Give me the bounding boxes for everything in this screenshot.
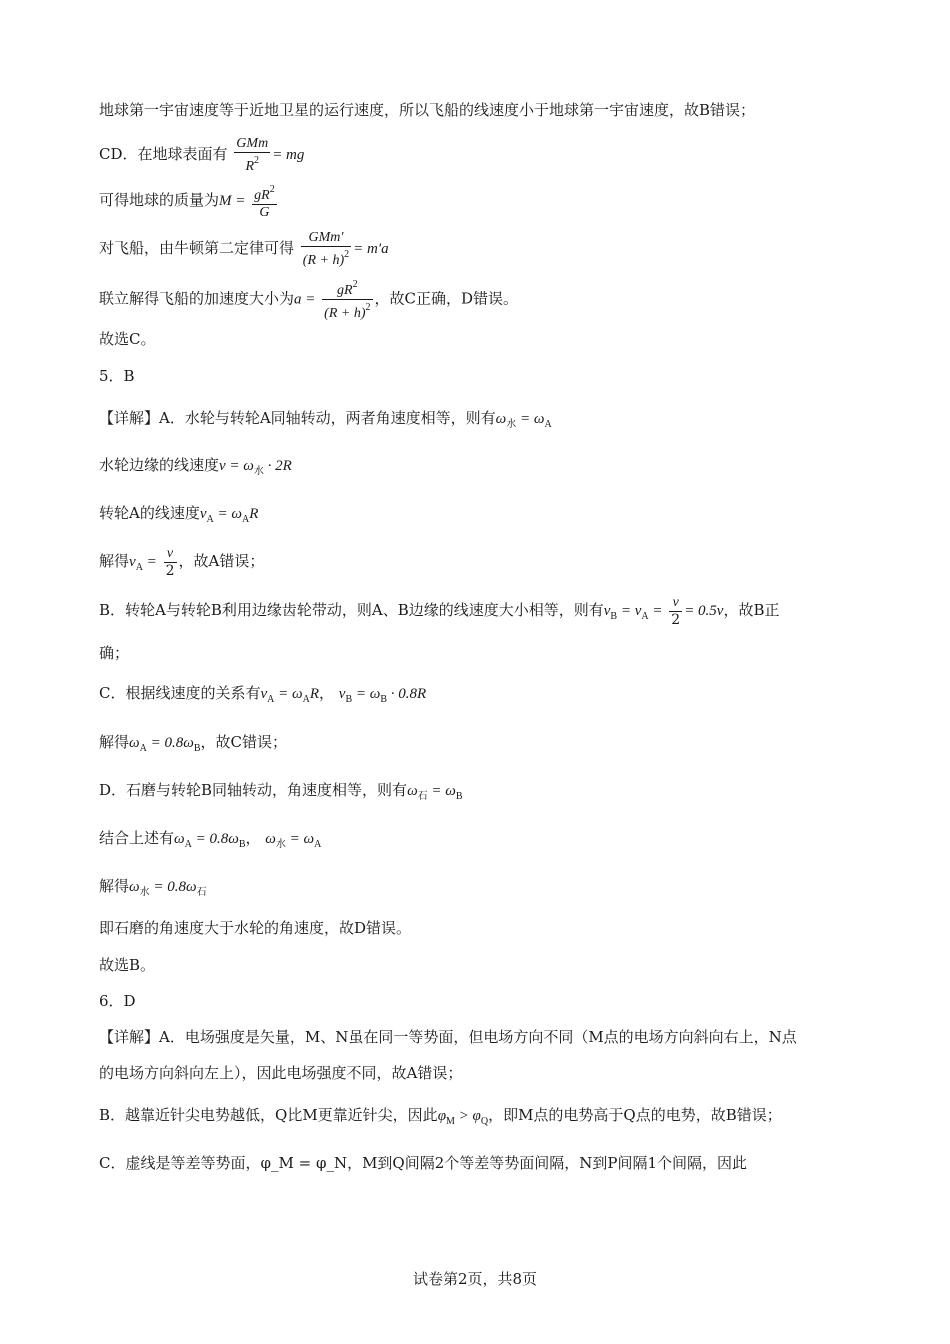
formula-fraction: $\frac{gR^2}{(R + h)^2}$ xyxy=(324,279,371,321)
text-line xyxy=(99,100,755,120)
line-text: 地球第一宇宙速度等于近地卫星的运行速度，所以飞船的线速度小于地球第一宇宙速度，故B错误； xyxy=(99,101,756,119)
text-line: 水轮边缘的线速度$v = \omega_水 \cdot 2R$ xyxy=(99,456,292,477)
line-text: C．虚线是等差等势面，φ_M = φ_N，M到Q间隔2个等差等势面间隔，N到P间隔1个间隔，因此 xyxy=(99,1154,748,1172)
line-text: 即石磨的角速度大于水轮的角速度，故D错误。 xyxy=(99,919,412,937)
text-line xyxy=(99,1153,747,1173)
line-text: 确； xyxy=(99,644,130,662)
formula-fraction: $\frac{gR^2}{G}$ xyxy=(254,183,275,220)
line-text: B．转轮A与转轮B利用边缘齿轮带动，则A、B边缘的线速度大小相等，则有 xyxy=(99,601,604,619)
line-text: 故选B。 xyxy=(99,956,156,974)
line-text: ，即M点的电势高于Q点的电势，故B错误； xyxy=(488,1106,782,1124)
line-text: 【详解】A．水轮与转轮A同轴转动，两者角速度相等，则有 xyxy=(99,409,496,427)
line-text: 解得 xyxy=(99,733,130,751)
text-line: D．石磨与转轮B同轴转动，角速度相等，则有$\omega_石 = \omega_B$ xyxy=(99,781,463,802)
line-text: 转轮A的线速度 xyxy=(99,504,200,522)
line-text: 5．B xyxy=(99,367,135,385)
text-line: 转轮A的线速度$v_A = \omega_AR$ xyxy=(99,504,259,525)
text-line: CD．在地球表面有 $\frac{\text{GMm}}{R^2}$ = mg xyxy=(99,135,305,174)
text-line xyxy=(99,918,411,938)
line-text: 结合上述有 xyxy=(99,829,175,847)
question-number xyxy=(99,991,136,1011)
question-number xyxy=(99,366,135,386)
line-text: 解得 xyxy=(99,552,130,570)
text-line: B．转轮A与转轮B利用边缘齿轮带动，则A、B边缘的线速度大小相等，则有$v_B = v_A$ = $\frac{v}{2}$ = 0.5v，故B正 xyxy=(99,594,780,628)
text-line: 结合上述有$\omega_A = 0.8\omega_B$， $\omega_水 = \omega_A$ xyxy=(99,829,322,850)
formula-fraction: $\frac{\text{GMm}}{R^2}$ xyxy=(236,135,269,174)
line-text: 【详解】A．电场强度是矢量，M、N虽在同一等势面，但电场方向不同（M点的电场方向斜向右上，N点 xyxy=(99,1028,797,1046)
text-line: 解得$\omega_A = 0.8\omega_B$，故C错误； xyxy=(99,733,287,754)
text-line: C．根据线速度的关系有$v_A = \omega_AR$， $v_B = \omega_B \cdot 0.8R$ xyxy=(99,684,427,705)
line-text: ，故C正确，D错误。 xyxy=(374,289,519,308)
text-line: 可得地球的质量为M = $\frac{gR^2}{G}$ xyxy=(99,183,275,220)
line-text: ，故C错误； xyxy=(200,733,287,751)
line-text: 6．D xyxy=(99,992,136,1010)
line-text: B．越靠近针尖电势越低，Q比M更靠近针尖，因此 xyxy=(99,1106,438,1124)
line-text: C．根据线速度的关系有 xyxy=(99,684,261,702)
text-line: 对飞船，由牛顿第二定律可得 $\frac{\text{GMm′}}{(R + h)^2}$ = m′a xyxy=(99,229,389,268)
text-line: B．越靠近针尖电势越低，Q比M更靠近针尖，因此$\varphi_M > \varphi_Q$，即M点的电势高于Q点的电势，故B错误； xyxy=(99,1106,782,1127)
formula-fraction: $\frac{\text{GMm′}}{(R + h)^2}$ xyxy=(302,229,350,268)
text-line xyxy=(99,329,155,349)
line-text: CD．在地球表面有 xyxy=(99,145,228,163)
text-line xyxy=(99,643,129,663)
line-text: 对飞船，由牛顿第二定律可得 xyxy=(99,239,295,257)
line-text: 可得地球的质量为 xyxy=(99,191,220,209)
text-line: 联立解得飞船的加速度大小为a = $\frac{gR^2}{(R + h)^2}$ ，故C正确，D错误。 xyxy=(99,279,519,321)
text-line xyxy=(99,1027,797,1047)
line-text: 联立解得飞船的加速度大小为 xyxy=(99,289,295,308)
line-text: ，故A错误； xyxy=(178,552,265,570)
formula-fraction: $\frac{v}{2}$ xyxy=(671,594,681,628)
line-text: 水轮边缘的线速度 xyxy=(99,456,220,474)
line-text: ，故B正 xyxy=(723,601,780,619)
text-line xyxy=(99,1063,462,1083)
text-line: 解得$\omega_水 = 0.8\omega_石$ xyxy=(99,877,207,898)
formula-fraction: $\frac{v}{2}$ xyxy=(165,545,175,579)
line-text: 故选C。 xyxy=(99,330,156,348)
text-line xyxy=(99,955,155,975)
line-text: D．石磨与转轮B同轴转动，角速度相等，则有 xyxy=(99,781,408,799)
text-line: 【详解】A．水轮与转轮A同轴转动，两者角速度相等，则有$\omega_水 = \omega_A$ xyxy=(99,409,552,430)
line-text: 解得 xyxy=(99,877,130,895)
page-footer: 试卷第2页，共8页 xyxy=(412,1270,538,1288)
line-text: 的电场方向斜向左上），因此电场强度不同，故A错误； xyxy=(99,1064,463,1082)
text-line: 解得$v_A$ = $\frac{v}{2}$ ，故A错误； xyxy=(99,545,265,579)
